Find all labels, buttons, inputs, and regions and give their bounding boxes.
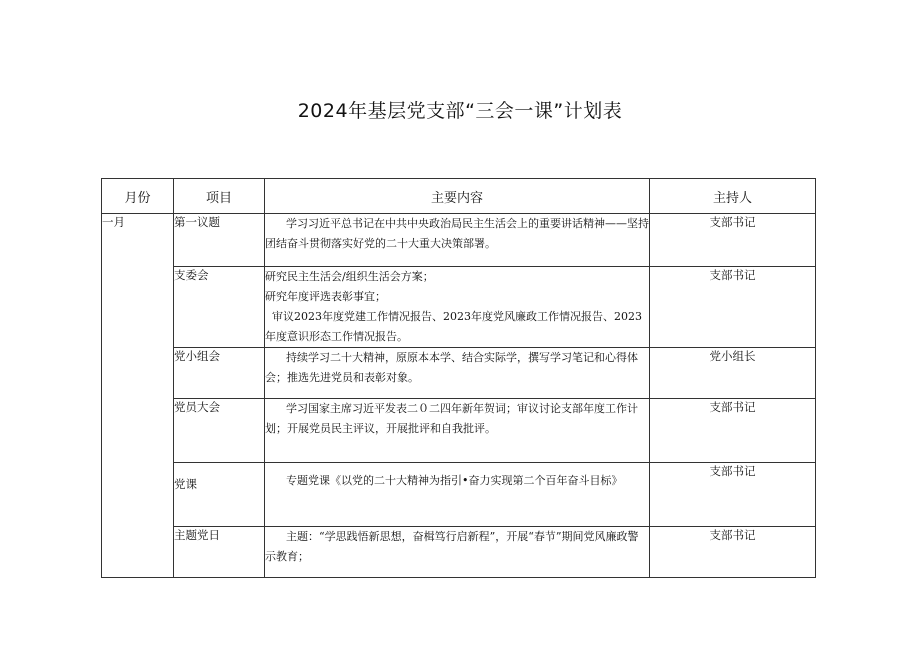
content-cell: 专题党课《以党的二十大精神为指引•奋力实现第二个百年奋斗目标》	[265, 463, 650, 527]
table-row	[102, 527, 816, 578]
table-row	[102, 348, 816, 399]
header-month: 月份	[102, 179, 174, 214]
host-cell: 支部书记	[650, 214, 816, 267]
item-cell: 第一议题	[174, 214, 265, 267]
host-cell: 支部书记	[650, 267, 816, 348]
plan-table	[101, 178, 816, 578]
content-cell: 研究民主生活会/组织生活会方案； 研究年度评选表彰事宜； 审议2023年度党建工作情况报告、2023年度党风廉政工作情况报告、2023年度意识形态工作情况报告。	[265, 267, 650, 348]
content-cell: 主题：“学思践悟新思想，奋楫笃行启新程”，开展“春节”期间党风廉政警示教育；	[265, 527, 650, 578]
item-cell: 党员大会	[174, 399, 265, 463]
content-cell: 学习国家主席习近平发表二０二四年新年贺词；审议讨论支部年度工作计划；开展党员民主评议，开展批评和自我批评。	[265, 399, 650, 463]
month-cell: 一月	[102, 214, 174, 578]
table-header-row	[102, 179, 816, 214]
item-cell: 党小组会	[174, 348, 265, 399]
table-row	[102, 267, 816, 348]
page-title: 2024年基层党支部“三会一课”计划表	[297, 100, 623, 122]
item-cell: 党课	[174, 463, 265, 527]
header-item: 项目	[174, 179, 265, 214]
table-row	[102, 214, 816, 267]
header-content: 主要内容	[265, 179, 650, 214]
host-cell: 党小组长	[650, 348, 816, 399]
item-cell: 主题党日	[174, 527, 265, 578]
host-cell: 支部书记	[650, 399, 816, 463]
table-row	[102, 463, 816, 527]
host-cell: 支部书记	[650, 527, 816, 578]
header-host: 主持人	[650, 179, 816, 214]
content-cell: 学习习近平总书记在中共中央政治局民主生活会上的重要讲话精神——坚持团结奋斗贯彻落实好党的二十大重大决策部署。	[265, 214, 650, 267]
item-cell: 支委会	[174, 267, 265, 348]
content-cell: 持续学习二十大精神，原原本本学、结合实际学，撰写学习笔记和心得体会；推选先进党员和表彰对象。	[265, 348, 650, 399]
host-cell: 支部书记	[650, 463, 816, 527]
table-row	[102, 399, 816, 463]
